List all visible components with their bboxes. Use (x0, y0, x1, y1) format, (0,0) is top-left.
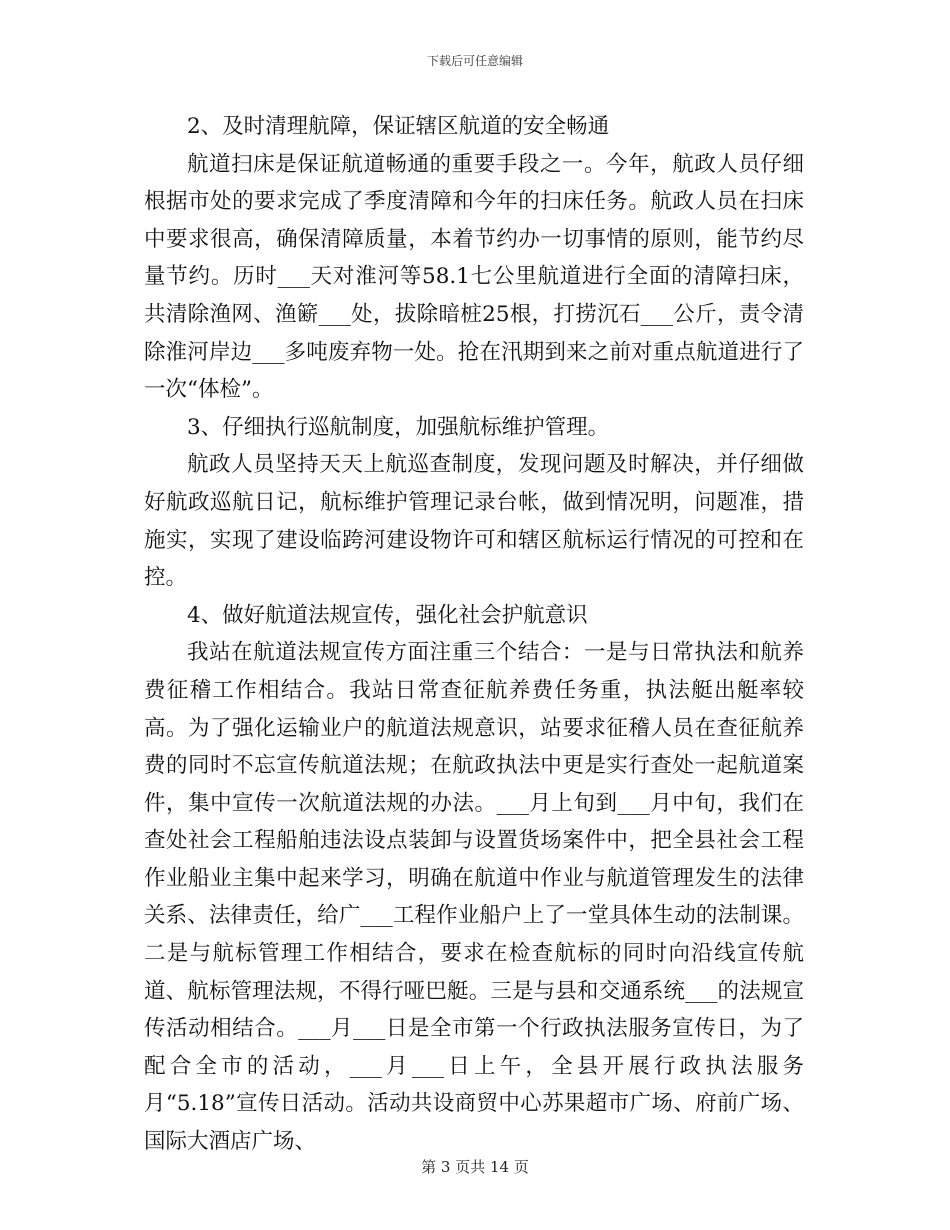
paragraph-patrol-system: 航政人员坚持天天上航巡查制度，发现问题及时解决，并仔细做好航政巡航日记，航标维护管理记录台帐，做到情况明，问题准，措施实，实现了建设临跨河建设物许可和辖区航标运行情况的可控和在控。 (144, 452, 804, 591)
paragraph-law-publicity: 我站在航道法规宣传方面注重三个结合：一是与日常执法和航养费征稽工作相结合。我站日常查征航养费任务重，执法艇出艇率较高。为了强化运输业户的航道法规意识，站要求征稽人员在查征航养费的同时不忘宣传航道法规；在航政执法中更是实行查处一起航道案件，集中宣传一次航道法规的办法。___月上旬到___月中旬，我们在查处社会工程船舶违法设点装卸与设置货场案件中，把全县社会工程作业船业主集中起来学习，明确在航道中作业与航道管理发生的法律关系、法律责任，给广___工程作业船户上了一堂具体生动的法制课。二是与航标管理工作相结合，要求在检查航标的同时向沿线宣传航道、航标管理法规，不得行哑巴艇。三是与县和交通系统___的法规宣传活动相结合。___月___日是全市第一个行政执法服务宣传日，为了配合全市的活动，___月___日上午，全县开展行政执法服务月“5.18”宣传日活动。活动共设商贸中心苏果超市广场、府前广场、国际大酒店广场、 (144, 640, 804, 1155)
paragraph-channel-sweeping: 航道扫床是保证航道畅通的重要手段之一。今年，航政人员仔细根据市处的要求完成了季度清障和今年的扫床任务。航政人员在扫床中要求很高，确保清障质量，本着节约办一切事情的原则，能节约尽量节约。历时___天对淮河等58.1七公里航道进行全面的清障扫床，共清除渔网、渔簖___处，拔除暗桩25根，打捞沉石___公斤，责令清除淮河岸边___多吨废弃物一处。抢在汛期到来之前对重点航道进行了一次“体检”。 (144, 151, 804, 403)
document-body (144, 108, 804, 1161)
heading-item-4: 4、做好航道法规宣传，强化社会护航意识 (187, 602, 588, 628)
heading-item-3: 3、仔细执行巡航制度，加强航标维护管理。 (187, 414, 610, 440)
page-header: 下载后可任意编辑 (426, 54, 523, 68)
page-footer: 第 3 页共 14 页 (421, 1158, 529, 1176)
heading-item-2: 2、及时清理航障，保证辖区航道的安全畅通 (187, 114, 610, 139)
